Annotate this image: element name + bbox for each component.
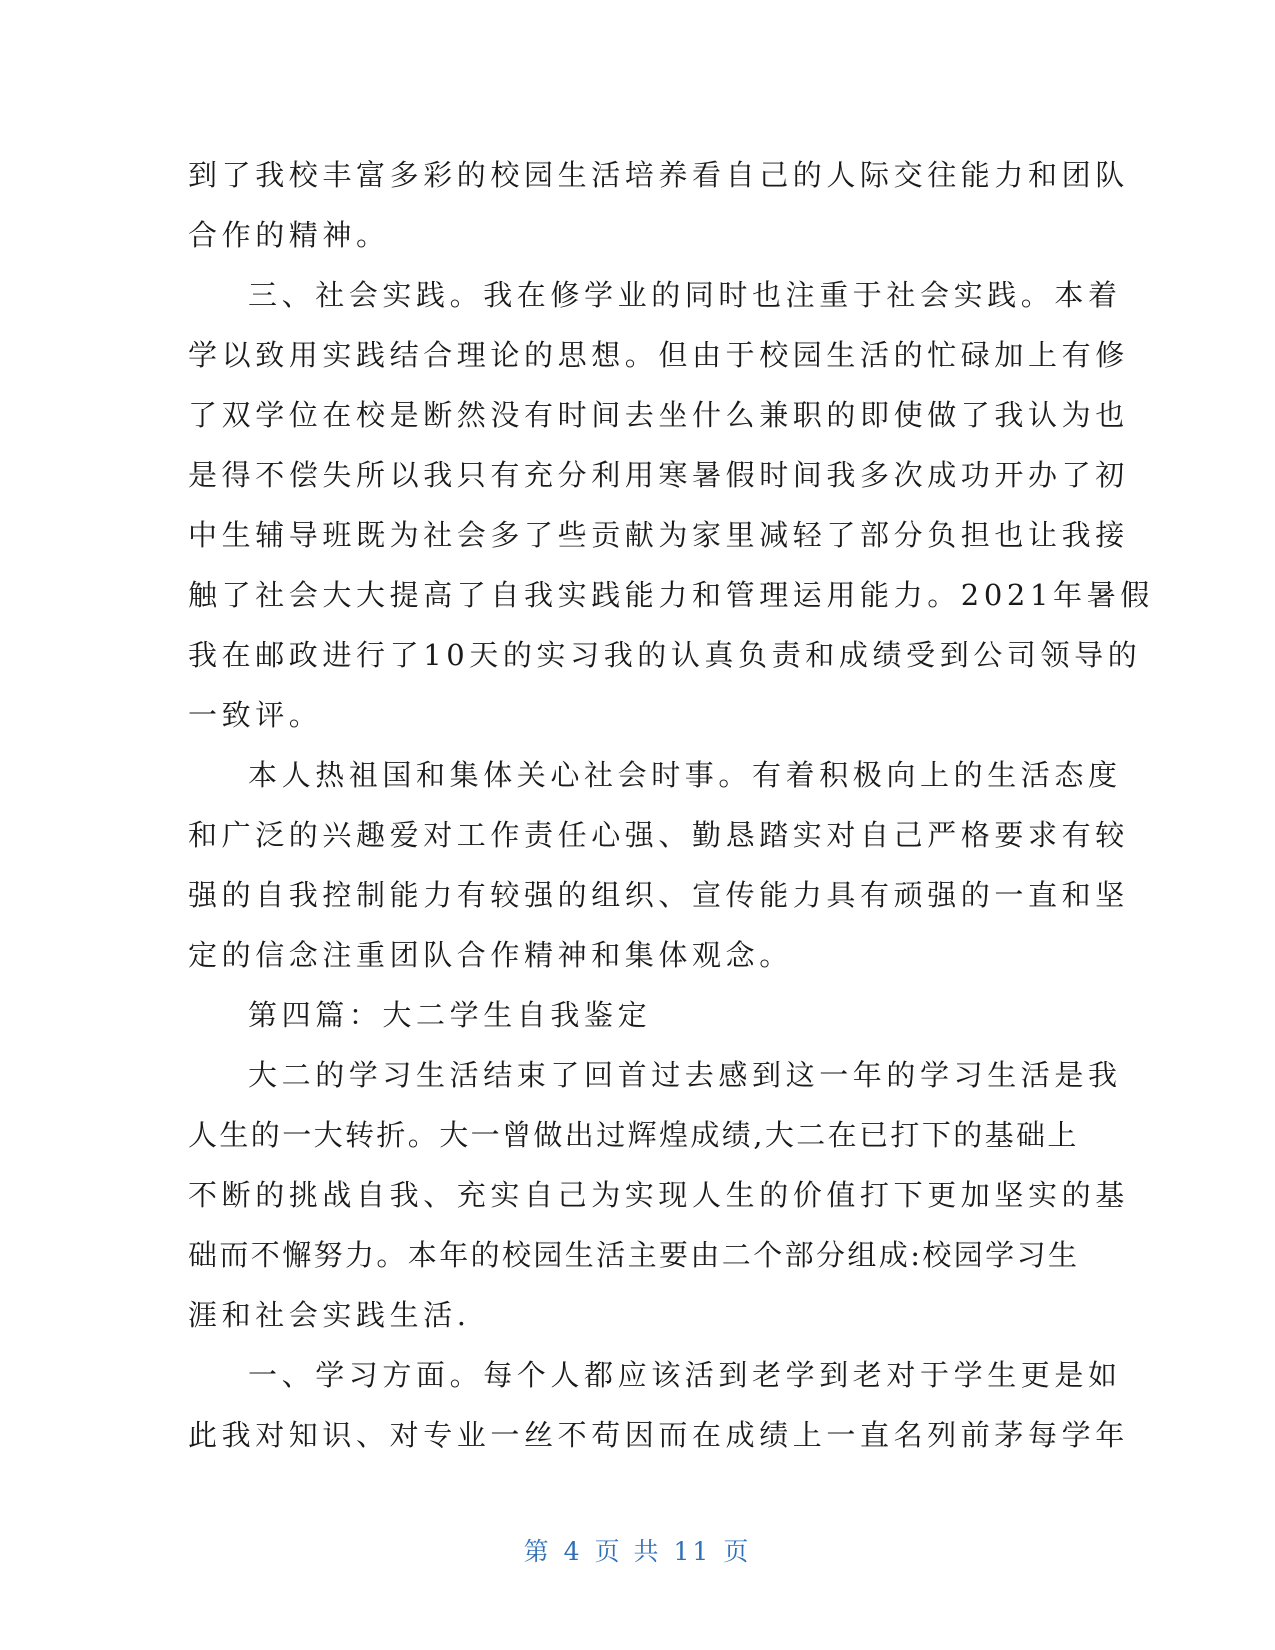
text-line: 大二的学习生活结束了回首过去感到这一年的学习生活是我 [248, 1058, 1122, 1092]
text-line: 此我对知识、对专业一丝不苟因而在成绩上一直名列前茅每学年 [188, 1418, 1129, 1452]
text-line: 定的信念注重团队合作精神和集体观念。 [188, 938, 793, 972]
text-line: 三、社会实践。我在修学业的同时也注重于社会实践。本着 [248, 278, 1122, 312]
document-body [188, 145, 1154, 1465]
text-line: 一致评。 [188, 698, 323, 732]
current-page-number: 4 [563, 1537, 583, 1566]
page-footer [0, 1532, 1275, 1568]
text-line: 础而不懈努力。本年的校园生活主要由二个部分组成:校园学习生 [188, 1238, 1080, 1272]
text-line: 本人热祖国和集体关心社会时事。有着积极向上的生活态度 [248, 758, 1122, 792]
text-line: 合作的精神。 [188, 218, 390, 252]
text-line: 触了社会大大提高了自我实践能力和管理运用能力。2021年暑假 [188, 578, 1154, 612]
footer-suffix: 页 [723, 1537, 752, 1566]
footer-mid: 页 共 [594, 1537, 662, 1566]
total-pages-number: 11 [673, 1537, 712, 1566]
footer-prefix: 第 [523, 1537, 552, 1566]
text-line: 人生的一大转折。大一曾做出过辉煌成绩,大二在已打下的基础上 [188, 1118, 1079, 1152]
text-line: 了双学位在校是断然没有时间去坐什么兼职的即使做了我认为也 [188, 398, 1129, 432]
text-line: 学以致用实践结合理论的思想。但由于校园生活的忙碌加上有修 [188, 338, 1129, 372]
text-line: 涯和社会实践生活. [188, 1298, 471, 1332]
text-line: 不断的挑战自我、充实自己为实现人生的价值打下更加坚实的基 [188, 1178, 1129, 1212]
text-line: 中生辅导班既为社会多了些贡献为家里减轻了部分负担也让我接 [188, 518, 1129, 552]
text-line: 和广泛的兴趣爱对工作责任心强、勤恳踏实对自己严格要求有较 [188, 818, 1129, 852]
text-line: 强的自我控制能力有较强的组织、宣传能力具有顽强的一直和坚 [188, 878, 1129, 912]
text-line: 我在邮政进行了10天的实习我的认真负责和成绩受到公司领导的 [188, 638, 1142, 672]
text-line: 一、学习方面。每个人都应该活到老学到老对于学生更是如 [248, 1358, 1122, 1392]
text-line: 到了我校丰富多彩的校园生活培养看自己的人际交往能力和团队 [188, 158, 1129, 192]
text-line: 是得不偿失所以我只有充分利用寒暑假时间我多次成功开办了初 [188, 458, 1129, 492]
section-heading: 第四篇：大二学生自我鉴定 [248, 998, 652, 1032]
